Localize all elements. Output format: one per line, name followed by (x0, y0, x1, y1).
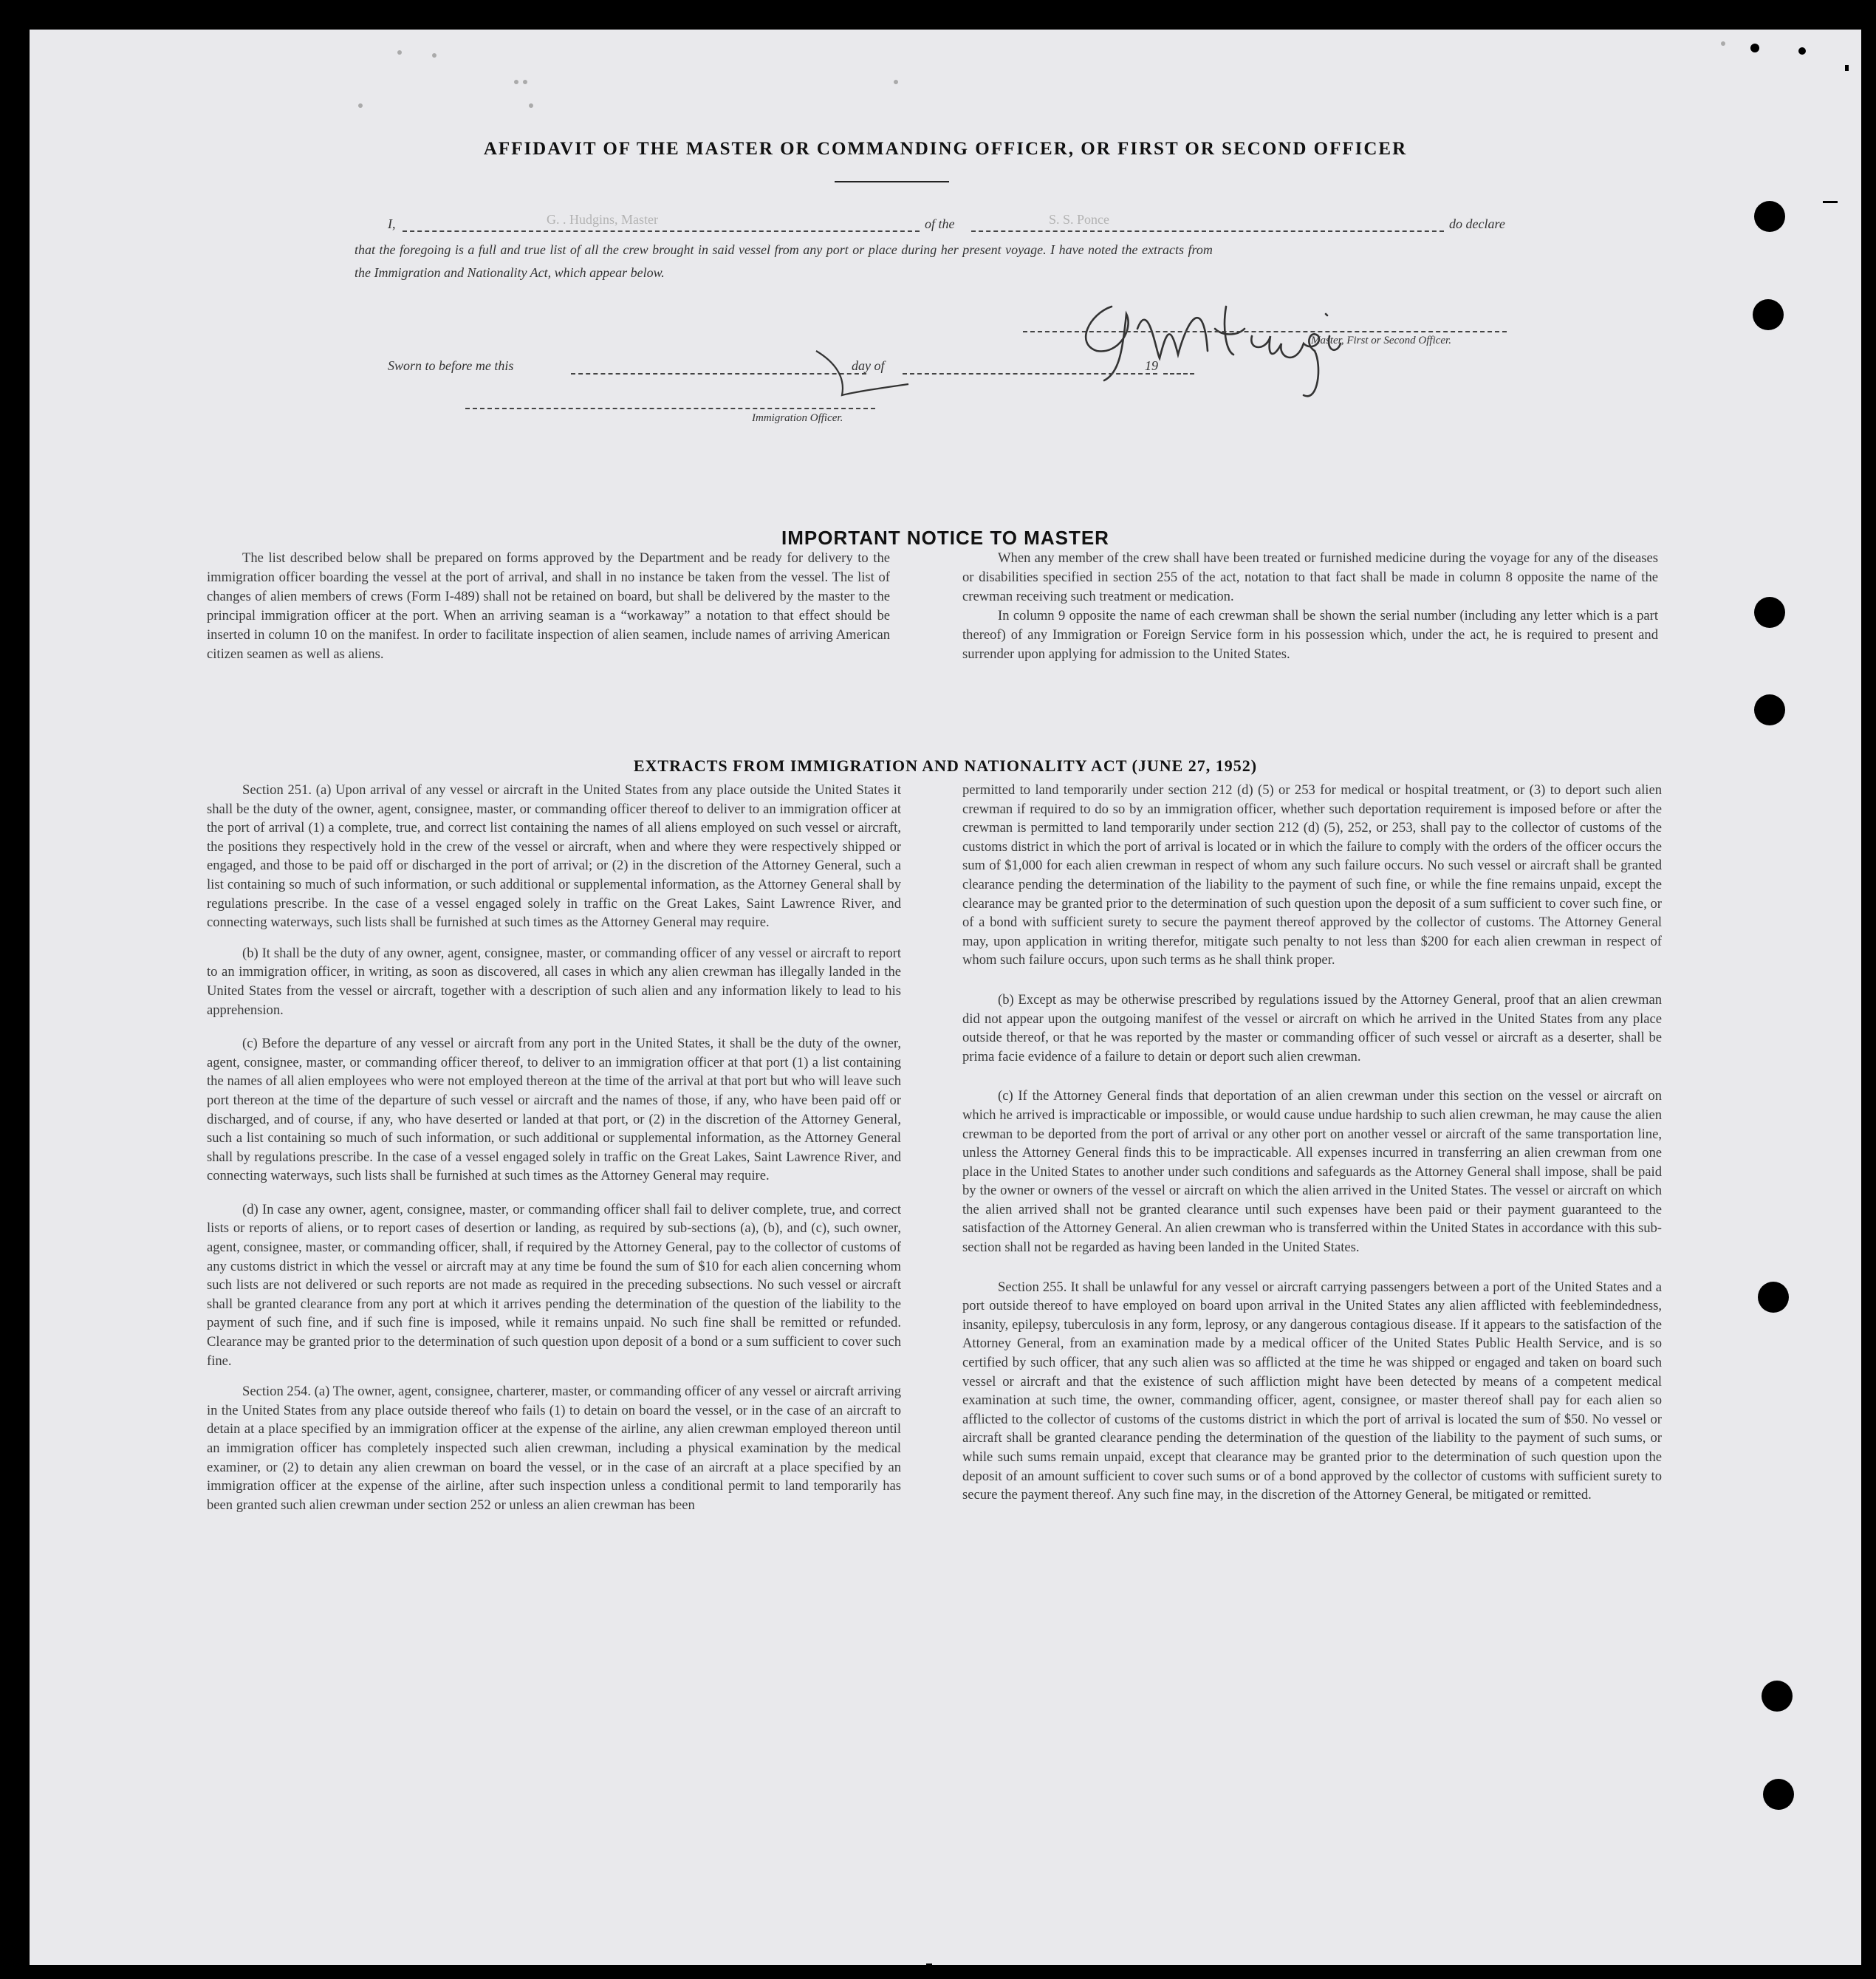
section-251-b: (b) It shall be the duty of any owner, agent, consignee, master, or commanding officer of any vessel or aircraft to report to an immigration officer, in writing, as soon as discovered, all cases in which any alien crewman has illegally landed in the United States from the vessel or aircraft, together with a description of such alien and any information likely to lead to his apprehension. (207, 945, 901, 1018)
section-255: Section 255. It shall be unlawful for any vessel or aircraft carrying passengers between a port of the United States and a port outside thereof to have employed on board upon arrival in the United States any alien afflicted with feeblemindedness, insanity, epilepsy, tuberculosis in any form, leprosy, or any dangerous contagious disease. If it appears to the satisfaction of the Attorney General, from an examination made by a medical officer of the United States Public Health Service, and is so certified by such officer, that any such alien was so afflicted at the time he was shipped or engaged and taken on board such vessel or aircraft and that the existence of such affliction might have been detected by means of a competent medical examination at such time, the owner, commanding officer, agent, consignee, or master thereof shall pay for each alien so afflicted to the collector of customs of the customs district in which the port of arrival is located the sum of $50. No vessel or aircraft shall be granted clearance pending the determination of the question of the liability to the payment of such sums, or while such sums remain unpaid, except that clearance may be granted prior to the determination of such question upon the deposit of an amount sufficient to cover such sums or of a bond approved by the collector of customs with sufficient surety to secure the payment thereof. Any such fine may, in the discretion of the Attorney General, be mitigated or remitted. (962, 1279, 1662, 1503)
do-declare-label: do declare (1449, 216, 1505, 231)
master-signature (1067, 284, 1414, 410)
sworn-mark (812, 347, 916, 403)
punch-hole (1754, 694, 1785, 725)
declarant-label: I, (388, 216, 396, 231)
scan-speck (432, 53, 437, 58)
extracts-left-column (207, 781, 901, 1522)
scan-mark (1845, 65, 1849, 71)
notice-right-paragraph-2: In column 9 opposite the name of each crewman shall be shown the serial number (including any letter which is a part thereof) of any Immigration or Foreign Service form in his possession which, under the act, he is required to present and surrender upon applying for admission to the United States. (962, 608, 1658, 662)
punch-hole (1754, 597, 1785, 628)
officer-signature-line (465, 408, 875, 409)
scan-speck (1721, 41, 1725, 46)
section-251-a: Section 251. (a) Upon arrival of any vessel or aircraft in the United States from any place outside the United States it shall be the duty of the owner, agent, consignee, master, or commanding officer thereof to deliver to an immigration officer at the port of arrival (1) a complete, true, and correct list containing the names of all aliens employed on such vessel or aircraft, the positions they respectively hold in the crew of the vessel or aircraft, when and where they were respectively shipped or engaged, and those to be paid off or discharged in the port of arrival; or (2) in the discretion of the Attorney General, such a list containing so much of such information, or such additional or supplemental information, as the Attorney General shall by regulations prescribe. In the case of a vessel engaged solely in traffic on the Great Lakes, Saint Lawrence River, and connecting waterways, such lists shall be furnished at such times as the Attorney General may require. (207, 782, 901, 931)
statement-line-1: that the foregoing is a full and true list of all the crew brought in said vessel from any port or place during her present voyage. I have noted the extracts from (355, 242, 1213, 257)
section-254-b: (b) Except as may be otherwise prescribed by regulations issued by the Attorney General, proof that an alien crewman did not appear upon the outgoing manifest of the vessel or aircraft on which he arrived in the United States from any place outside thereof, or that he was reported by the master or commanding officer of such vessel or aircraft as a deserter, shall be prima facie evidence of a failure to detain or deport such alien crewman. (962, 991, 1662, 1064)
vessel-name-line (971, 230, 1444, 232)
scan-mark (926, 1963, 932, 1977)
punch-hole (1758, 1282, 1789, 1313)
scan-speck (397, 50, 402, 55)
year-line (1163, 373, 1194, 375)
statement-line-2: the Immigration and Nationality Act, which appear below. (355, 265, 665, 280)
day-of-label: day of (852, 358, 885, 373)
extracts-title: EXTRACTS FROM IMMIGRATION AND NATIONALITY ACT (JUNE 27, 1952) (633, 756, 1258, 775)
section-251-c: (c) Before the departure of any vessel or aircraft from any port in the United States, it shall be the duty of the owner, agent, consignee, master, or commanding officer thereof, to deliver to an immigration officer at that port (1) a list containing the names of all alien employees who were not employed thereon at the time of the arrival at that port but who will leave such port thereon at the time of the departure of such vessel or aircraft and the names of those, if any, who have been paid off or discharged, and of course, if any, who have deserted or landed at that port, or (2) in the discretion of the Attorney General, such a list containing so much of such information, or such additional or supplemental information, as the Attorney General shall by regulations prescribe. In the case of a vessel engaged solely in traffic on the Great Lakes, Saint Lawrence River, and connecting waterways, such lists shall be furnished at such times as the Attorney General may require. (207, 1036, 901, 1184)
officer-caption: Immigration Officer. (752, 412, 843, 424)
section-254-a: Section 254. (a) The owner, agent, consignee, charterer, master, or commanding officer of any vessel or aircraft arriving in the United States from any place outside thereof who fails (1) to detain on board the vessel, or in the case of an aircraft to detain at a place specified by an immigration officer at the expense of the airline, any alien crewman employed thereon until an immigration officer has completely inspected such alien crewman, including a physical examination by the medical examiner, or (2) to detain any alien crewman on board the vessel, or in the case of an aircraft at a place specified by an immigration officer at the expense of the airline, after such inspection unless a conditional permit to land temporarily has been granted such alien crewman under section 252 or unless an alien crewman has been (207, 1384, 901, 1513)
scan-mark (1750, 44, 1759, 52)
document-page (30, 30, 1861, 1965)
signature-line (1023, 331, 1507, 332)
notice-left-column (207, 549, 890, 671)
signature-caption: Master, First or Second Officer. (1311, 335, 1451, 346)
notice-title: IMPORTANT NOTICE TO MASTER (781, 527, 1109, 549)
section-254-a-continued: permitted to land temporarily under section 212 (d) (5) or 253 for medical or hospital treatment, or (3) to deport such alien crewman if required to do so by an immigration officer, whether such deportation requirement is imposed before or after the crewman is permitted to land temporarily under section 212 (d) (5), 252, or 253, shall pay to the collector of customs of the customs district in which the port of arrival is located or in which the failure to comply with the orders of the officer occurs the sum of $1,000 for each alien crewman in respect of whom any such failure occurs. No such vessel or aircraft shall be granted clearance pending the determination of the liability to the payment of such fine, or while the fine remains unpaid, except the clearance may be granted prior to the determination of such question upon the deposit of a sum sufficient to cover such fine, or of a bond with sufficient surety to secure the payment thereof approved by the collector of customs. The Attorney General may, upon application in writing therefor, mitigate such penalty to not less than $200 for each alien crewman in respect of whom such failure occurs, upon such terms as he shall think proper. (962, 782, 1662, 968)
scan-mark (1823, 201, 1838, 203)
title-divider (835, 181, 949, 182)
month-line (903, 373, 1157, 375)
punch-hole (1763, 1779, 1794, 1810)
declarant-name-line (403, 230, 920, 232)
punch-hole (1754, 201, 1785, 232)
extracts-right-column (962, 781, 1662, 1512)
notice-right-column (962, 549, 1658, 671)
of-the-label: of the (925, 216, 955, 231)
scan-speck (894, 80, 898, 84)
year-label: 19 (1145, 358, 1158, 373)
scan-speck (523, 80, 527, 84)
scan-speck (514, 80, 518, 84)
scan-mark (1798, 47, 1806, 55)
punch-hole (1753, 299, 1784, 330)
scan-speck (358, 103, 363, 108)
sworn-label: Sworn to before me this (388, 358, 514, 373)
declarant-name-field[interactable]: G. . Hudgins, Master (547, 212, 658, 227)
notice-right-paragraph-1: When any member of the crew shall have been treated or furnished medicine during the voyage for any of the diseases or disabilities specified in section 255 of the act, notation to that fact shall be made in column 8 opposite the name of the crewman receiving such treatment or medication. (962, 550, 1658, 604)
section-254-c: (c) If the Attorney General finds that deportation of an alien crewman under this section on the vessel or aircraft on which he arrived is impracticable or impossible, or would cause undue hardship to such alien crewman, he may cause the alien crewman to be deported from the port of arrival or any other port on another vessel or aircraft of the same transportation line, unless the Attorney General finds this to be impracticable. All expenses incurred in transferring an alien crewman from one place in the United States to another under such conditions and safeguards as the Attorney General shall impose, shall be paid by the owner or owners of the vessel or aircraft on which the alien arrived in the United States. The vessel or aircraft on which the alien arrived shall not be granted clearance until such expenses have been paid or their payment guaranteed to the satisfaction of the Attorney General. An alien crewman who is transferred within the United States in accordance with this sub-section shall not be regarded as having been landed in the United States. (962, 1088, 1662, 1256)
section-251-d: (d) In case any owner, agent, consignee, master, or commanding officer shall fail to deliver complete, true, and correct lists or reports of aliens, or to report cases of desertion or landing, as required by sub-sections (a), (b), and (c), such owner, agent, consignee, master, or commanding officer, shall, if required by the Attorney General, pay to the collector of customs of any customs district in which the vessel or aircraft may at any time be found the sum of $10 for each alien concerning whom such lists are not delivered or such reports are not made as required in the preceding subsections. No such vessel or aircraft shall be granted clearance from any port at which it arrives pending the determination of the question of the liability to the payment of such fine, and if such fine is imposed, while it remains unpaid. No such fine shall be remitted or refunded. Clearance may be granted prior to the determination of such question upon deposit of a bond or a sum sufficient to cover such fine. (207, 1201, 901, 1369)
affidavit-title: AFFIDAVIT OF THE MASTER OR COMMANDING OFFICER, OR FIRST OR SECOND OFFICER (483, 139, 1408, 159)
scan-speck (529, 103, 533, 108)
vessel-name-field[interactable]: S. S. Ponce (1049, 212, 1110, 227)
punch-hole (1762, 1681, 1793, 1712)
notice-left-paragraph: The list described below shall be prepared on forms approved by the Department and be ready for delivery to the immigration officer boarding the vessel at the port of arrival, and shall in no instance be taken from the vessel. The list of changes of alien members of crews (Form I-489) shall not be retained on board, but shall be delivered by the master to the principal immigration officer at the port. When an arriving seaman is a “workaway” a notation to that effect should be inserted in column 10 on the manifest. In order to facilitate inspection of alien seamen, include names of arriving American citizen seamen as well as aliens. (207, 550, 890, 662)
